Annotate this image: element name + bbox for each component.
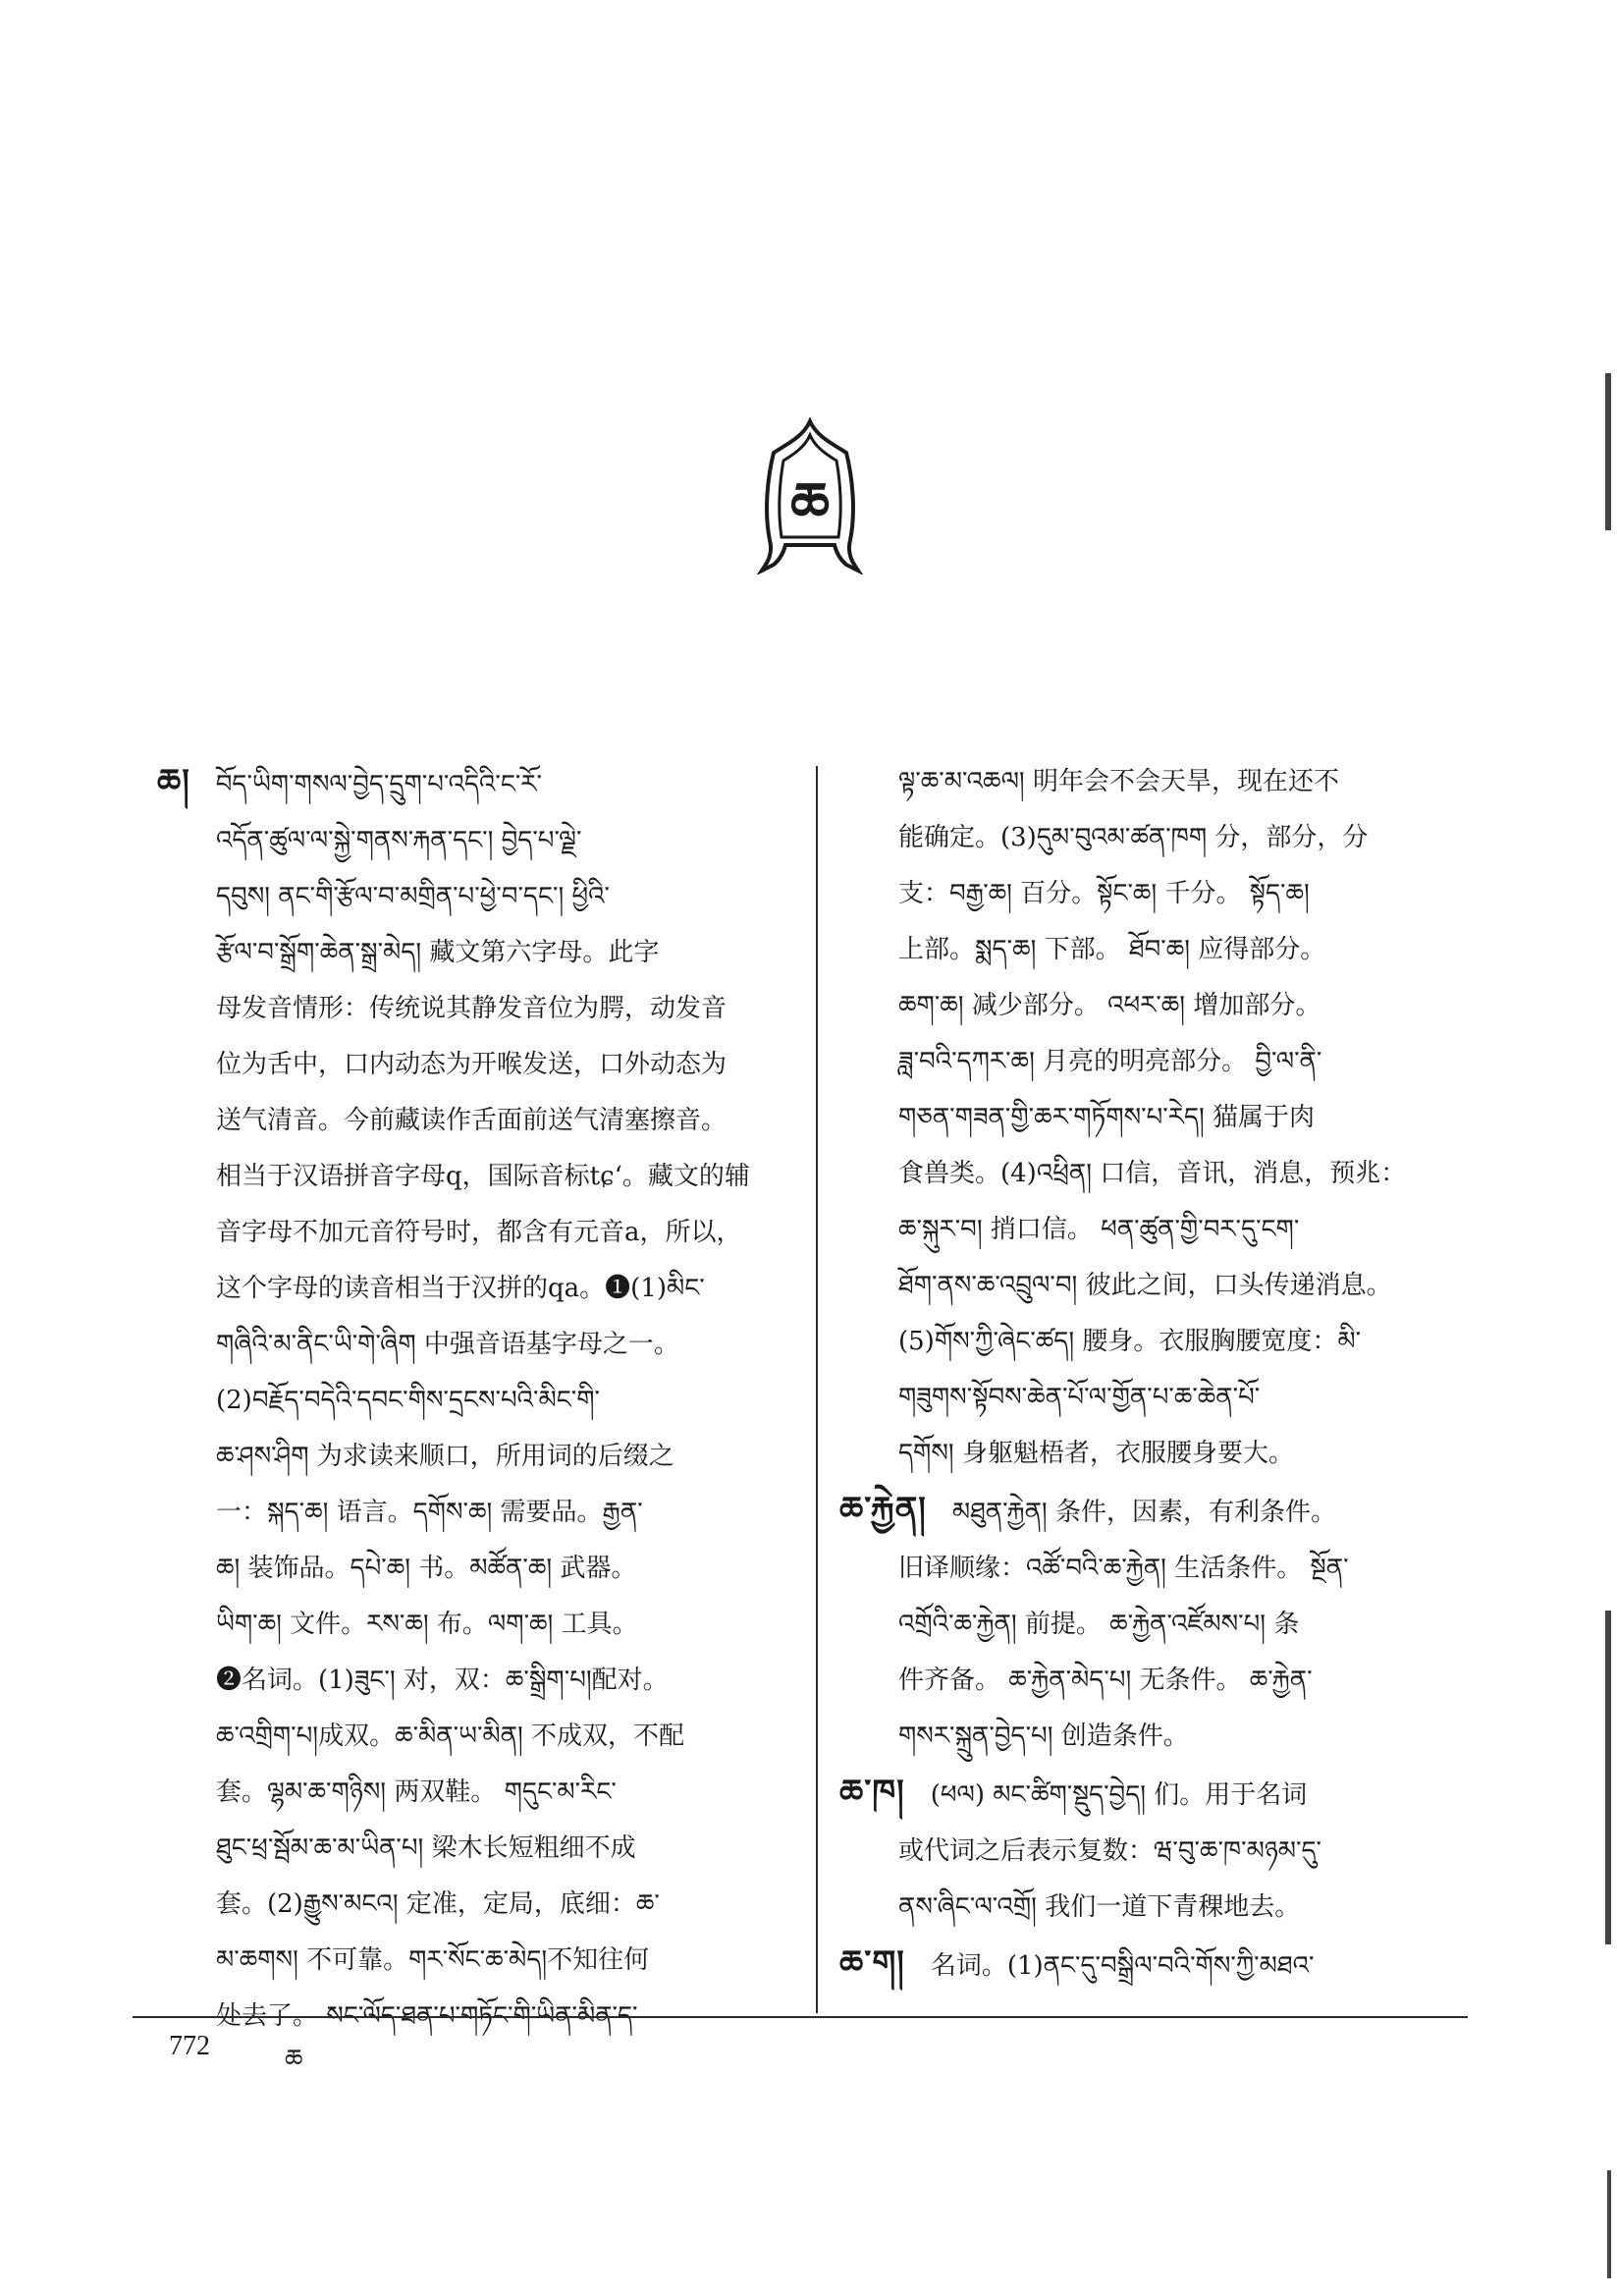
entry-line: 上部。སྨད་ཆ། 下部。 ཐོབ་ཆ། 应得部分。 — [898, 935, 1326, 964]
entry-line-text: 名词。(1)ནང་དུ་བསྒྲིལ་བའི་གོས་ཀྱི་མཐའ་ — [930, 1951, 1315, 1981]
entry-line: གསར་སྐྲུན་བྱེད་པ། 创造条件。 — [898, 1722, 1189, 1751]
entry-cha-continued — [839, 754, 1492, 1482]
entry-line: འགྲོའི་ཆ་རྐྱེན། 前提。 ཆ་རྐྱེན་འཛོམས་པ། 条 — [898, 1610, 1300, 1639]
entry-line-text: (ཕལ) མང་ཚིག་སྡུད་བྱེད། 们。用于名词 — [930, 1780, 1308, 1810]
scan-edge-marks — [1588, 0, 1617, 2296]
headword: ཆ་ག། — [839, 1943, 905, 1983]
entry-line: ཆ་སྐུར་བ། 捎口信。 ཕན་ཚུན་གྱི་བར་དུ་ངག་ — [898, 1215, 1300, 1244]
entry-line: 套。ལྷམ་ཆ་གཉིས། 两双鞋。 གདུང་མ་རིང་ — [216, 1777, 617, 1807]
entry-line: 支：བརྒྱ་ཆ། 百分。སྟོང་ཆ། 千分。 སྟོད་ཆ། — [898, 879, 1310, 908]
entry-line: མ་ཆགས། 不可靠。གར་སོང་ཆ་མེད།不知往何 — [216, 1945, 650, 1975]
entry-line: 处去了。 སང་ལོད་ཐན་པ་གཏོང་གི་ཡིན་མིན་ད་ — [216, 2001, 638, 2031]
entry-line: 能确定。(3)དུམ་བུའམ་ཚན་ཁག 分，部分，分 — [898, 823, 1369, 852]
entry-line — [839, 1482, 1492, 1541]
entry-line: གཟུགས་སྟོབས་ཆེན་པོ་ལ་གྱོན་པ་ཆ་ཆེན་པོ་ — [898, 1383, 1261, 1412]
entry-line-text: ལྟ་ཆ་མ་འཆལ། 明年会不会天旱，现在还不 — [898, 767, 1339, 796]
entry-line — [839, 754, 1492, 810]
entry-line: 位为舌中，口内动态为开喉发送，口外动态为 — [216, 1050, 728, 1079]
entry-line: 音字母不加元音符号时，都含有元音a，所以， — [216, 1218, 742, 1247]
entry-line-text: མཐུན་རྐྱེན། 条件，因素，有利条件。 — [951, 1498, 1336, 1527]
entry-line: 母发音情形：传统说其静发音位为腭，动发音 — [216, 994, 728, 1023]
entry-line: 一：སྐད་ཆ། 语言。དགོས་ཆ། 需要品。རྒྱན་ — [216, 1498, 643, 1527]
entry-line — [839, 1765, 1492, 1824]
column-divider — [816, 766, 818, 2013]
entry-line: དགོས། 身躯魁梧者，衣服腰身要大。 — [898, 1439, 1294, 1468]
entry-line: ཟླ་བའི་དཀར་ཆ། 月亮的明亮部分。 བྱི་ལ་ནི་ — [898, 1047, 1322, 1076]
entry-line: གཅན་གཟན་གྱི་ཆར་གཏོགས་པ་རེད། 猫属于肉 — [898, 1103, 1316, 1132]
entry-line: འདོན་ཚུལ་ལ་སྐྱེ་གནས་རྐན་དང་། བྱེད་པ་ལྗེ་ — [216, 826, 582, 855]
entry-line: ❷名词。(1)ཟུང་། 对，双：ཆ་སྒྲིག་པ།配对。 — [216, 1666, 669, 1695]
entry-cha-kha — [839, 1765, 1492, 1936]
entry-cha — [157, 754, 810, 2045]
entry-line: (5)གོས་ཀྱི་ཞེང་ཚད། 腰身。衣服胸腰宽度：མི་ — [898, 1327, 1362, 1356]
entry-line: དབུས། ནང་གི་རྩོལ་བ་མགྲིན་པ་ཕྱེ་བ་དང་། ཕྱིའི་ — [216, 882, 610, 911]
entry-line: 这个字母的读音相当于汉拼的qa。❶(1)མིང་ — [216, 1274, 705, 1303]
headword: ཆ་ཁ། — [839, 1773, 905, 1812]
page-number: 772 — [169, 2031, 210, 2061]
entry-line: ཆ། 装饰品。དཔེ་ཆ། 书。མཚོན་ཆ། 武器。 — [216, 1554, 637, 1583]
entry-line: ཆ་འགྲིག་པ།成双。ཆ་མིན་ཡ་མིན། 不成双，不配 — [216, 1722, 685, 1751]
entry-line: ཡིག་ཆ། 文件。རས་ཆ། 布。ལག་ཆ། 工具。 — [216, 1610, 638, 1639]
entry-line: 件齐备。 ཆ་རྐྱེན་མེད་པ། 无条件。 ཆ་རྐྱེན་ — [898, 1666, 1313, 1695]
entry-line: 旧译顺缘：འཚོ་བའི་ཆ་རྐྱེན། 生活条件。 སྔོན་ — [898, 1554, 1349, 1583]
entry-line — [157, 754, 810, 813]
entry-line: ཆ་ཤས་ཤིག 为求读来顺口，所用词的后缀之 — [216, 1442, 674, 1471]
letter-emblem — [756, 417, 864, 574]
entry-line: 食兽类。(4)འཕྲིན། 口信，音讯，消息，预兆： — [898, 1159, 1407, 1188]
entry-line: ནས་ཞིང་ལ་འགྲོ། 我们一道下青稞地去。 — [898, 1892, 1301, 1922]
entry-cha-ga — [839, 1936, 1492, 1995]
entry-cha-rkyen — [839, 1482, 1492, 1765]
entry-line: 套。(2)རྒྱུས་མངའ། 定准，定局，底细：ཆ་ — [216, 1889, 660, 1919]
entry-line: གཞིའི་མ་ནིང་ཡི་གེ་ཞིག 中强音语基字母之一。 — [216, 1330, 679, 1359]
entry-line-text: བོད་ཡིག་གསལ་བྱེད་དྲུག་པ་འདིའི་ང་རོ་ — [215, 770, 542, 799]
entry-line: 或代词之后表示复数：ཝ་བུ་ཆ་ཁ་མཉམ་དུ་ — [898, 1836, 1321, 1866]
emblem-letter: ཆ — [790, 471, 830, 535]
headword: ཆ། — [157, 762, 190, 801]
entry-line — [839, 1936, 1492, 1995]
entry-line: ཐོག་ནས་ཆ་འབྲུལ་བ། 彼此之间，口头传递消息。 — [898, 1271, 1392, 1300]
entry-line: ཆག་ཆ། 减少部分。 འཕར་ཆ། 增加部分。 — [898, 991, 1321, 1020]
section-letter: ཆ — [285, 2045, 303, 2074]
headword: ཆ་རྐྱེན། — [839, 1490, 927, 1529]
entry-line: (2)བརྗོད་བདེའི་དབང་གིས་དྲངས་པའི་མིང་གི་ — [216, 1386, 600, 1415]
entry-line: 相当于汉语拼音字母q，国际音标tɕʻ。藏文的辅 — [216, 1162, 750, 1191]
entry-line: རྩོལ་བ་སྒྲོག་ཆེན་སྒྲ་མེད། 藏文第六字母。此字 — [216, 938, 660, 967]
left-column — [157, 754, 810, 2045]
entry-line: 送气清音。今前藏读作舌面前送气清塞擦音。 — [216, 1106, 728, 1135]
right-column — [839, 754, 1492, 1995]
entry-line: ཐུང་ཕྲ་སྦོམ་ཆ་མ་ཡིན་པ། 梁木长短粗细不成 — [216, 1833, 636, 1863]
footer-rule — [133, 2016, 1468, 2018]
